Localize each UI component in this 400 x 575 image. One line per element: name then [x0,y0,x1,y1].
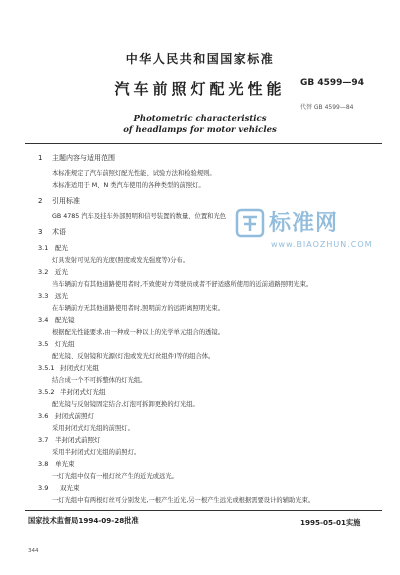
bottom-rule [25,510,382,511]
term-definition: 采用半封闭式灯光组的前照灯。 [52,449,141,456]
term-number: 3.1 [38,244,49,252]
term-number: 3.4 [38,316,49,324]
term-definition: 灯具发射可见光的光度(照度或发光强度等)分布。 [52,257,190,264]
paragraph: GB 4785 汽车及挂车外部照明和信号装置的数量、位置和光色 [52,213,227,220]
term-heading [38,435,101,444]
approval-date: 国家技术监督局1994-09-28批准 [28,516,139,525]
term-name: 封闭式前照灯 [55,412,94,420]
term-name: 单光束 [55,460,75,468]
term-heading [38,459,75,468]
term-heading [38,387,106,396]
term-definition: 根据配光性能要求,由一种或一种以上的光学单元组合的透镜。 [52,329,225,336]
term-heading [38,411,94,420]
section-title: 术语 [52,228,66,236]
section-number: 2 [38,197,43,205]
section-number: 3 [38,228,43,236]
term-definition: 配光镜与反射镜固定结合,灯泡可拆卸更换的灯光组。 [52,401,199,408]
term-number: 3.9 [38,484,49,492]
term-number: 3.5 [38,340,49,348]
effective-date: 1995-05-01实施 [300,518,361,527]
term-definition: 一灯光组中仅有一根灯丝产生的近光或远光。 [52,473,178,480]
term-definition: 配光镜、反射镜和光源(灯泡或发光灯丝组件)等的组合体。 [52,353,215,360]
term-definition: 当车辆前方有其他道路使用者时,不致使对方驾驶员或者不舒适感所使用的近前道路照明光束。 [52,281,313,288]
term-name: 配光镜 [55,316,75,324]
section-title: 引用标准 [52,197,80,205]
term-name: 配光 [55,244,68,252]
term-name: 双光束 [60,484,80,492]
term-number: 3.2 [38,268,49,276]
issuer-heading: 中华人民共和国国家标准 [125,52,275,66]
term-number: 3.5.2 [38,388,55,396]
term-definition: 在车辆前方无其他道路使用者时,照明前方的远距离照明光束。 [52,305,225,312]
term-name: 近光 [55,268,68,276]
term-heading [38,315,75,324]
section-number: 1 [38,154,43,162]
term-definition: 结合成一个不可拆整体的灯光组。 [52,377,147,384]
term-number: 3.8 [38,460,49,468]
term-name: 封闭式灯光组 [60,364,99,372]
page-number: 344 [28,548,39,554]
title-english-line-1: Photometric characteristics [133,114,267,124]
term-heading [38,363,99,372]
term-number: 3.5.1 [38,364,55,372]
term-name: 半封闭式灯光组 [60,388,106,396]
term-heading [38,243,68,252]
term-name: 远光 [55,292,68,300]
term-name: 半封闭式前照灯 [55,436,101,444]
term-definition: 采用封闭式灯光组的前照灯。 [52,425,134,432]
paragraph: 本标准规定了汽车前照灯配光性能、试验方法和检验规则。 [52,170,216,177]
term-number: 3.3 [38,292,49,300]
term-heading [38,291,68,300]
title-english-line-2: of headlamps for motor vehicles [123,125,277,135]
term-name: 灯光组 [55,340,75,348]
replaces-note: 代替 GB 4599—84 [300,104,354,111]
section-heading [38,196,80,206]
watermark-logo-icon [235,208,265,238]
paragraph: 本标准适用于 M、N 类汽车使用的各种类型的前照灯。 [52,182,205,189]
section-heading [38,227,66,237]
document-title: 汽车前照灯配光性能 [114,80,286,98]
watermark [235,202,390,262]
term-number: 3.7 [38,436,49,444]
term-number: 3.6 [38,412,49,420]
term-definition: 一灯光组中有两根灯丝可分别发光,一根产生近光,另一根产生远光或根据需要设计的辅助光束。 [52,497,315,504]
term-heading [38,483,80,492]
term-heading [38,339,75,348]
top-rule [25,143,382,144]
term-heading [38,267,68,276]
watermark-name: 标准网 [269,211,339,236]
section-title: 主题内容与适用范围 [52,154,115,162]
watermark-url: www.BIAOZHUN.COM [271,240,373,249]
standard-number: GB 4599—94 [300,78,364,88]
section-heading [38,153,115,163]
